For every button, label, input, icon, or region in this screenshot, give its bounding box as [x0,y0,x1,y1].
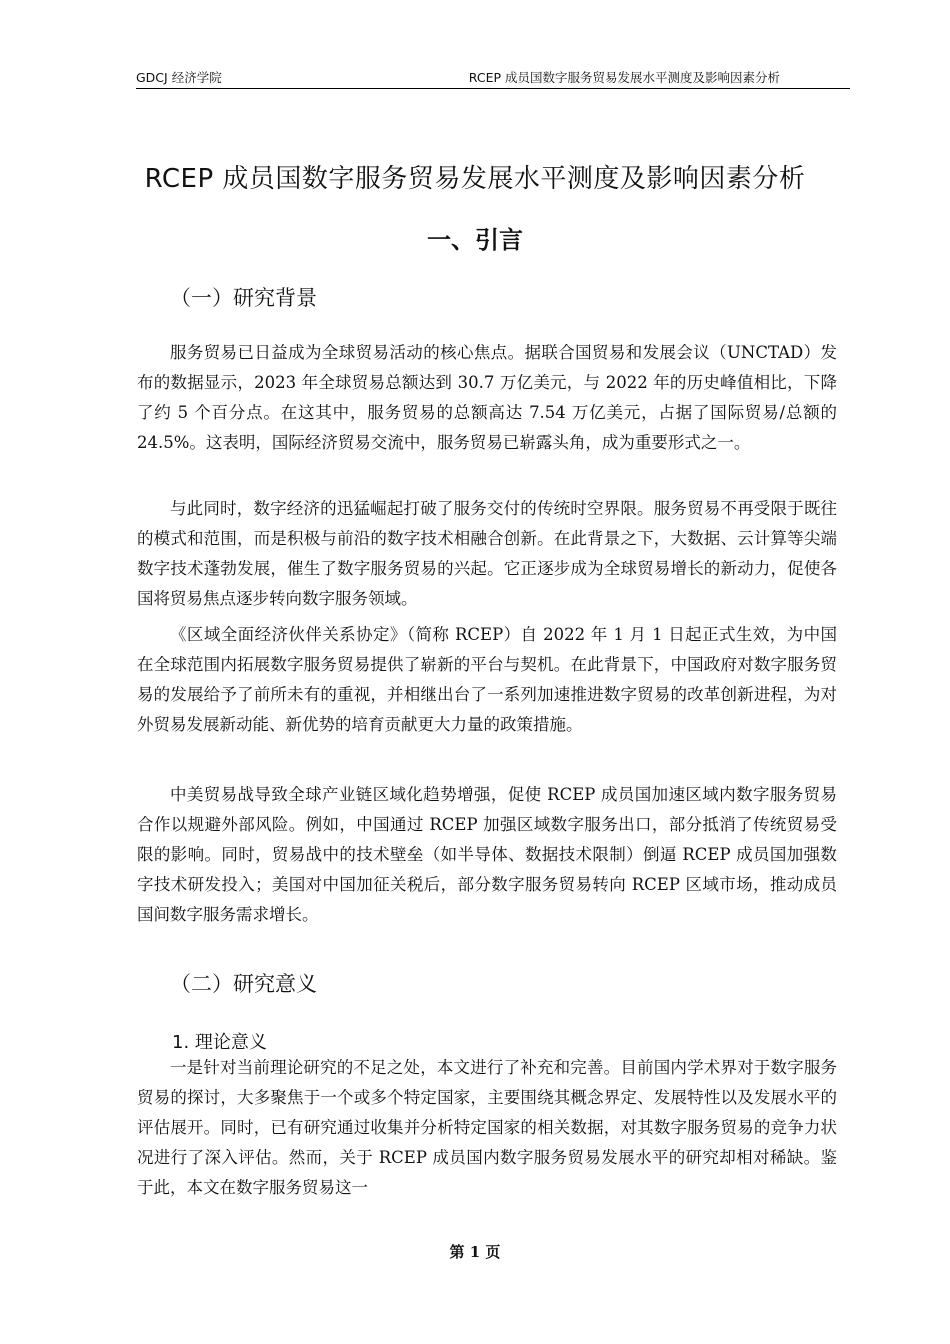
subsection-heading-significance: （二）研究意义 [170,972,317,996]
subsection-heading-background: （一）研究背景 [170,286,317,310]
header-running-title: RCEP 成员国数字服务贸易发展水平测度及影响因素分析 [468,70,780,85]
paragraph-5: 一是针对当前理论研究的不足之处，本文进行了补充和完善。目前国内学术界对于数字服务贸易的探讨，大多聚焦于一个或多个特定国家，主要围绕其概念界定、发展特性以及发展水平的评估展开。同时，已有研究通过收集并分析特定国家的相关数据，对其数字服务贸易的竞争力状况进行了深入评估。然而，关于 RCEP 成员国内数字服务贸易发展水平的研究却相对稀缺。鉴于此，本文在数字服务贸易这一 [137,1058,837,1197]
page-header [136,66,850,89]
paragraph-4: 中美贸易战导致全球产业链区域化趋势增强，促使 RCEP 成员国加速区域内数字服务贸易合作以规避外部风险。例如，中国通过 RCEP 加强区域数字服务出口，部分抵消了传统贸易受限的影响。同时，贸易战中的技术壁垒（如半导体、数据技术限制）倒逼 RCEP 成员国加强数字技术研发投入；美国对中国加征关税后，部分数字服务贸易转向 RCEP 区域市场，推动成员国间数字服务需求增长。 [137,785,837,924]
header-institution: GDCJ 经济学院 [136,70,222,85]
page-number: 第 1 页 [449,1243,501,1261]
paper-title: RCEP 成员国数字服务贸易发展水平测度及影响因素分析 [144,164,806,194]
subsubsection-heading-theory: 1. 理论意义 [172,1032,267,1053]
paragraph-3: 《区域全面经济伙伴关系协定》（简称 RCEP）自 2022 年 1 月 1 日起正式生效，为中国在全球范围内拓展数字服务贸易提供了崭新的平台与契机。在此背景下，中国政府对数字服务贸易的发展给予了前所未有的重视，并相继出台了一系列加速推进数字贸易的改革创新进程，为对外贸易发展新动能、新优势的培育贡献更大力量的政策措施。 [137,625,837,734]
section-heading: 一、引言 [427,226,523,254]
paragraph-1: 服务贸易已日益成为全球贸易活动的核心焦点。据联合国贸易和发展会议（UNCTAD）发布的数据显示，2023 年全球贸易总额达到 30.7 万亿美元，与 2022 年的历史峰值相比，下降了约 5 个百分点。在这其中，服务贸易的总额高达 7.54 万亿美元，占据了国际贸易/总额的 24.5%。这表明，国际经济贸易交流中，服务贸易已崭露头角，成为重要形式之一。 [137,343,837,452]
paragraph-2: 与此同时，数字经济的迅猛崛起打破了服务交付的传统时空界限。服务贸易不再受限于既往的模式和范围，而是积极与前沿的数字技术相融合创新。在此背景之下，大数据、云计算等尖端数字技术蓬勃发展，催生了数字服务贸易的兴起。它正逐步成为全球贸易增长的新动力，促使各国将贸易焦点逐步转向数字服务领域。 [137,499,837,608]
